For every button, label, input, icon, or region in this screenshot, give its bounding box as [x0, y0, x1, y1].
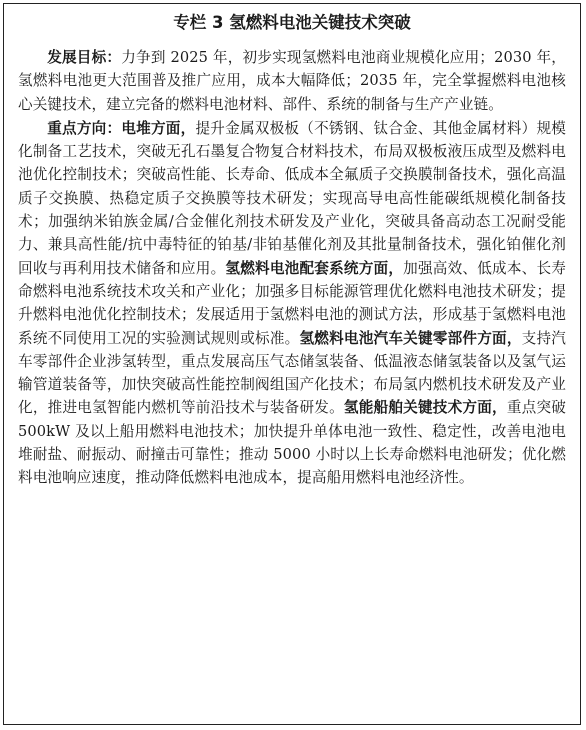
goals-label: 发展目标： [47, 49, 122, 66]
goals-paragraph [18, 46, 566, 116]
stack-label: 电堆方面， [121, 119, 196, 137]
vehicle-parts-text: 支持汽车零部件企业涉氢转型，重点发展高压气态储氢装备、低温液态储氢装备以及氢气运输管道装备等，加快突破高性能控制阀组国产化技术；布局氢内燃机技术研发及产业化，推进电氢智能内燃机等前沿技术与装备研发。 [18, 329, 566, 417]
directions-paragraph [18, 117, 566, 490]
bop-text: 加强高效、低成本、长寿命燃料电池系统技术攻关和产业化；加强多目标能源管理优化燃料电池技术研发；提升燃料电池优化控制技术；发展适用于氢燃料电池的测试方法，形成基于氢燃料电池系统不同使用工况的实验测试规则或标准。 [18, 259, 566, 347]
vehicle-parts-label: 氢燃料电池汽车关键零部件方面， [299, 329, 522, 347]
bop-label: 氢燃料电池配套系统方面， [225, 259, 404, 277]
ship-text: 重点突破 500kW 及以上船用燃料电池技术；加快提升单体电池一致性、稳定性，改善电池电堆耐盐、耐振动、耐撞击可靠性；推动 5000 小时以上长寿命燃料电池研发；优化燃料电池响应速度，推动降低燃料电池成本，提高船用燃料电池经济性。 [18, 399, 566, 487]
goals-text: 力争到 2025 年，初步实现氢燃料电池商业规模化应用；2030 年，氢燃料电池更大范围普及推广应用，成本大幅降低；2035 年，完全掌握燃料电池核心关键技术，建立完备的燃料电池材料、部件、系统的制备与生产产业链。 [18, 49, 566, 113]
stack-text: 提升金属双极板（不锈钢、钛合金、其他金属材料）规模化制备工艺技术，突破无孔石墨复合物复合材料技术，布局双极板液压成型及燃料电池优化控制技术；突破高性能、长寿命、低成本全氟质子交换膜制备技术，强化高温质子交换膜、热稳定质子交换膜等技术研发；实现高导电高性能碳纸规模化制备技术；加强纳米铂族金属/合金催化剂技术研发及产业化，突破具备高动态工况耐受能力、兼具高性能/抗中毒特征的铂基/非铂基催化剂及其批量制备技术，强化铂催化剂回收与再利用技术储备和应用。 [18, 119, 566, 277]
ship-label: 氢能船舶关键技术方面， [343, 399, 507, 417]
directions-label: 重点方向： [47, 119, 122, 137]
column-title: 专栏 3 氢燃料电池关键技术突破 [173, 13, 411, 32]
column-box [3, 3, 581, 725]
